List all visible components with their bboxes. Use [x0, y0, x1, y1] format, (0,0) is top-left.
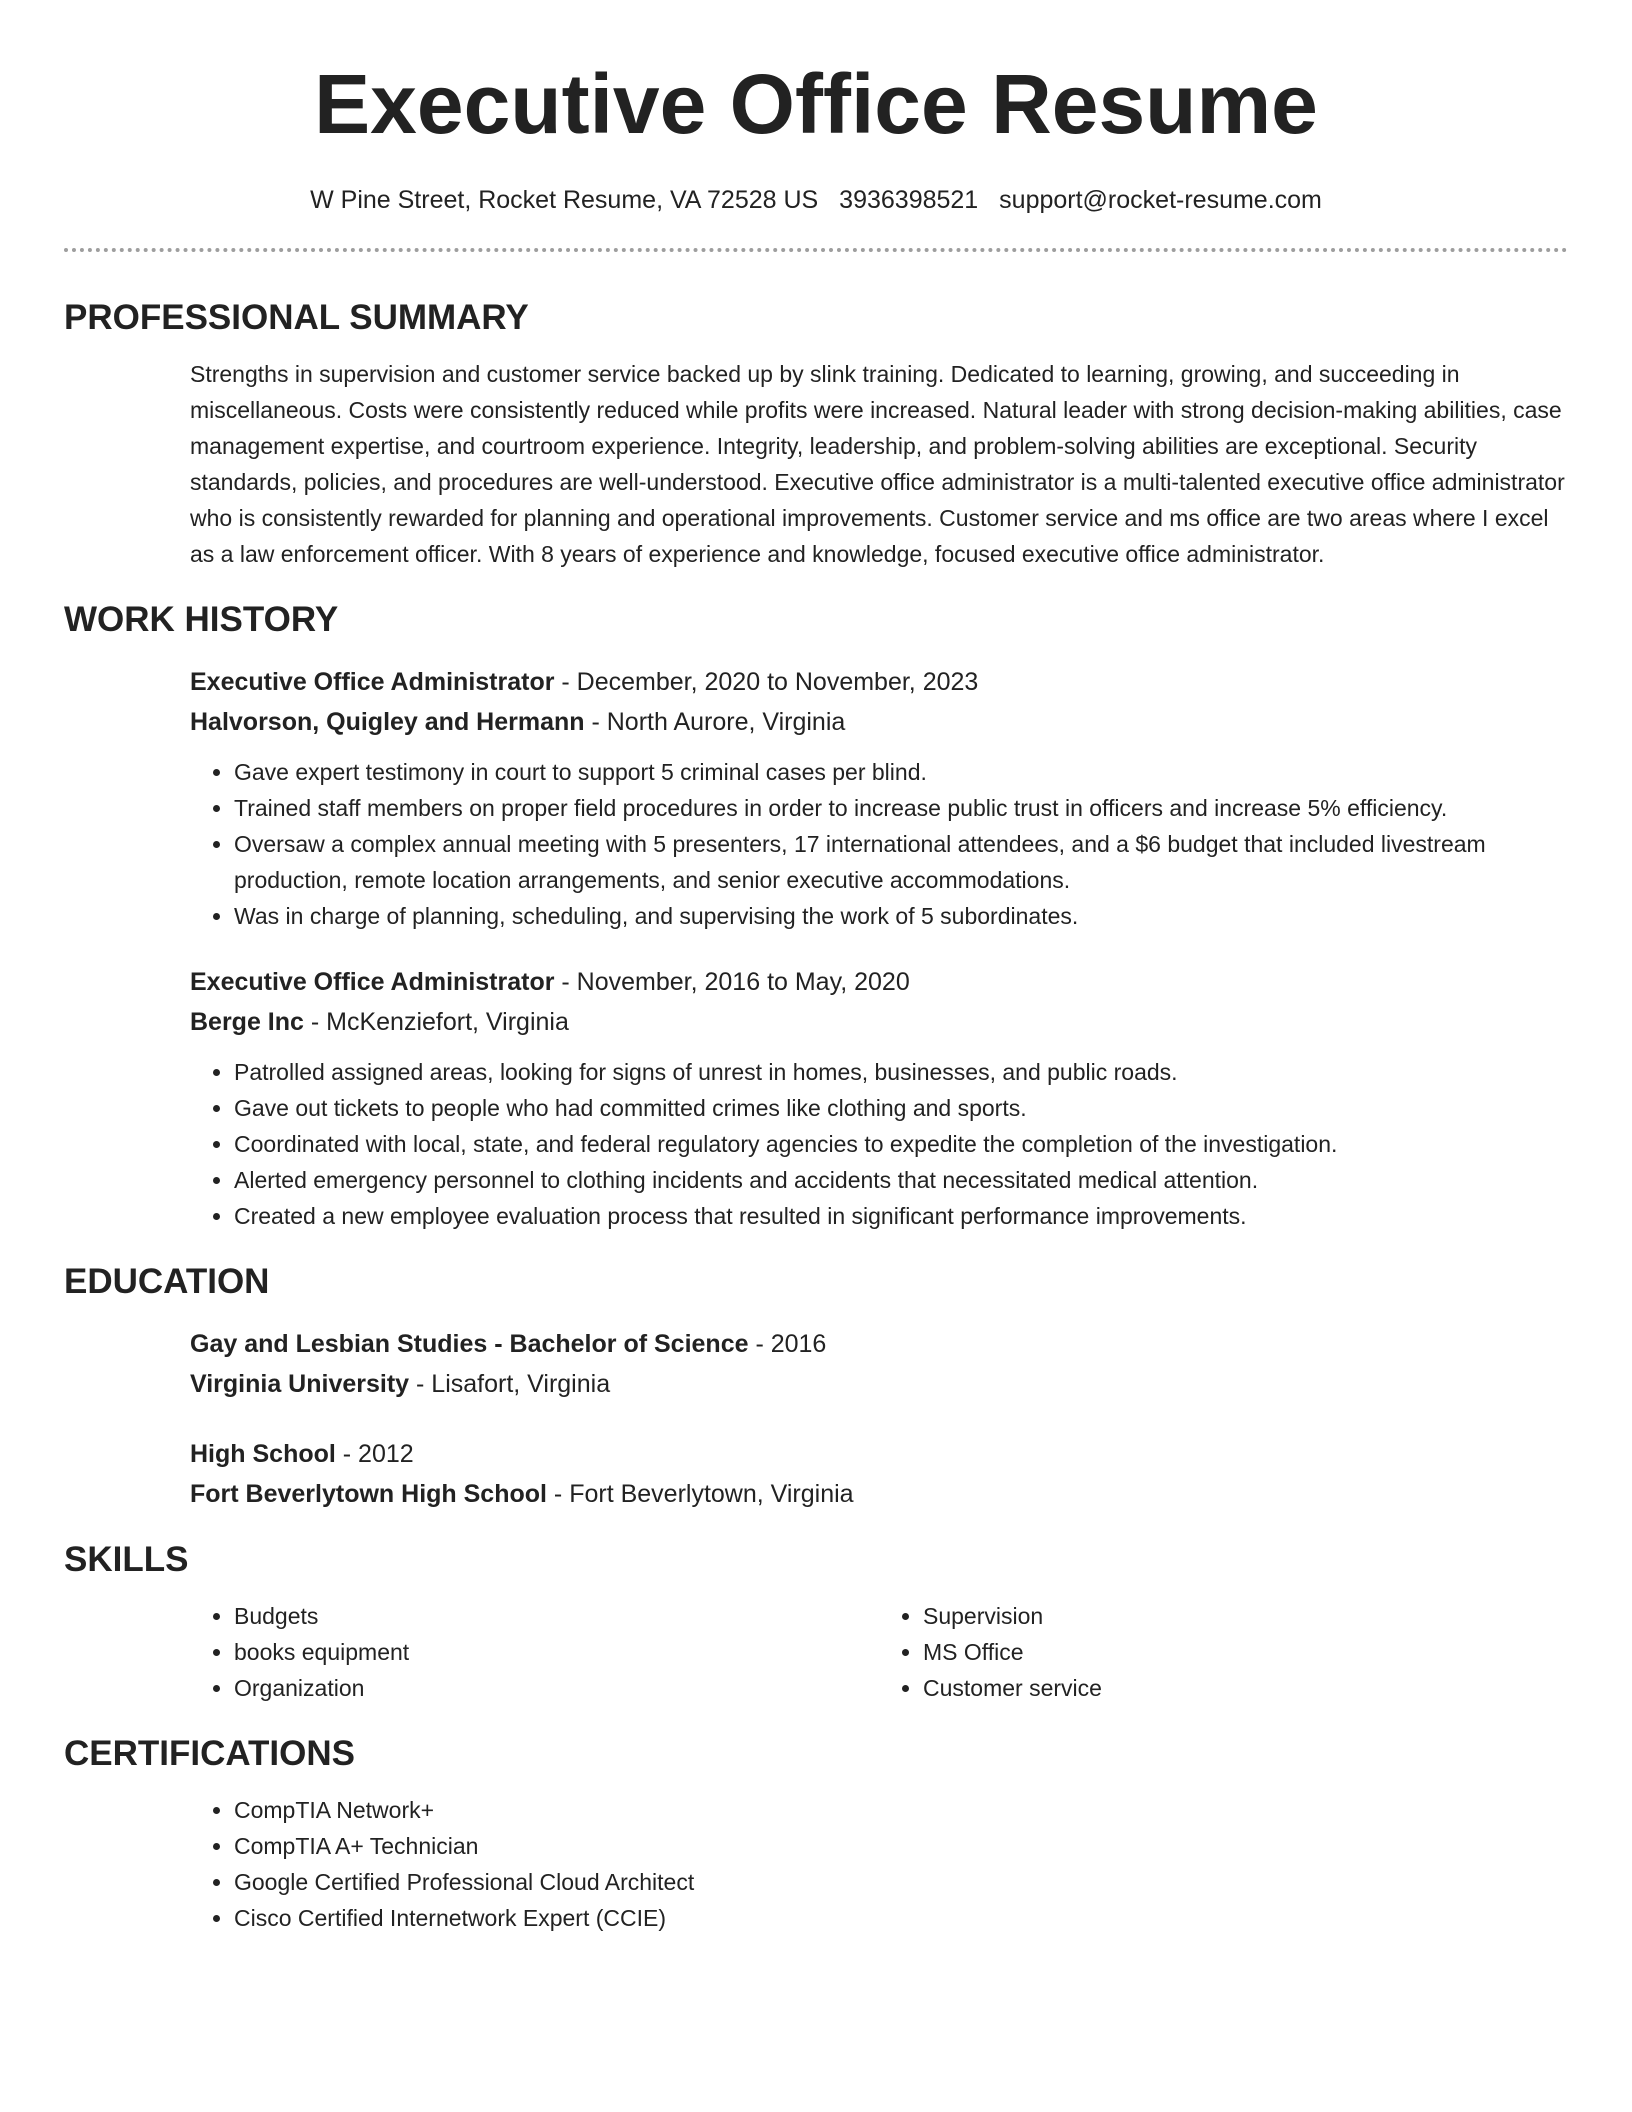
- work-heading: WORK HISTORY: [64, 600, 339, 639]
- list-item: • Gave expert testimony in court to support 5 criminal cases per blind.: [234, 754, 1568, 790]
- school-line: [190, 1364, 1568, 1404]
- list-item: • Budgets: [234, 1598, 879, 1634]
- skills-list-left: [190, 1598, 879, 1706]
- list-item: • Gave out tickets to people who had committed crimes like clothing and sports.: [234, 1090, 1568, 1126]
- degree-line: [190, 1434, 1568, 1474]
- skills-list-right: [879, 1598, 1568, 1706]
- school-name: Fort Beverlytown High School: [190, 1480, 547, 1508]
- contact-email: support@rocket-resume.com: [999, 186, 1322, 214]
- job-title-line: [190, 962, 1568, 1002]
- job-role: Executive Office Administrator: [190, 668, 555, 696]
- list-item: • Was in charge of planning, scheduling, and supervising the work of 5 subordinates.: [234, 898, 1568, 934]
- list-item: • Oversaw a complex annual meeting with 5 presenters, 17 international attendees, and a $6 budget that included livestream production, remote location arrangements, and senior executive accommodations.: [234, 826, 1568, 898]
- certifications-section: [64, 1732, 1568, 1936]
- job-role: Executive Office Administrator: [190, 968, 555, 996]
- job-bullets: [190, 1054, 1568, 1234]
- list-item: • Customer service: [923, 1670, 1568, 1706]
- job-title-line: [190, 662, 1568, 702]
- job-company: Berge Inc: [190, 1008, 304, 1036]
- job-location: - McKenziefort, Virginia: [303, 1008, 569, 1036]
- degree-name: High School: [190, 1440, 336, 1468]
- school-location: - Lisafort, Virginia: [409, 1370, 611, 1398]
- resume-page: [64, 0, 1568, 1936]
- list-item: • Alerted emergency personnel to clothing incidents and accidents that necessitated medical attention.: [234, 1162, 1568, 1198]
- summary-heading: PROFESSIONAL SUMMARY: [64, 298, 529, 337]
- degree-line: [190, 1324, 1568, 1364]
- skills-section: [64, 1538, 1568, 1706]
- school-name: Virginia University: [190, 1370, 410, 1398]
- list-item: • CompTIA A+ Technician: [234, 1828, 1568, 1864]
- job-entry: [190, 962, 1568, 1234]
- job-location: - North Aurore, Virginia: [584, 708, 846, 736]
- school-line: [190, 1474, 1568, 1514]
- education-section: [64, 1260, 1568, 1514]
- list-item: • Google Certified Professional Cloud Architect: [234, 1864, 1568, 1900]
- list-item: • Supervision: [923, 1598, 1568, 1634]
- list-item: • Trained staff members on proper field procedures in order to increase public trust in officers and increase 5% efficiency.: [234, 790, 1568, 826]
- summary-section: [64, 296, 1568, 572]
- job-bullets: [190, 754, 1568, 934]
- degree-year: - 2016: [748, 1330, 827, 1358]
- education-heading: EDUCATION: [64, 1262, 270, 1301]
- skills-grid: [190, 1598, 1568, 1706]
- certifications-body: [190, 1792, 1568, 1936]
- header-divider: [64, 248, 1568, 252]
- job-company-line: [190, 702, 1568, 742]
- certifications-heading: CERTIFICATIONS: [64, 1734, 356, 1773]
- skills-heading: SKILLS: [64, 1540, 189, 1579]
- job-company: Halvorson, Quigley and Hermann: [190, 708, 585, 736]
- degree-year: - 2012: [335, 1440, 414, 1468]
- summary-body: [190, 356, 1568, 572]
- resume-title: Executive Office Resume: [314, 57, 1318, 151]
- list-item: • CompTIA Network+: [234, 1792, 1568, 1828]
- degree-name: Gay and Lesbian Studies - Bachelor of Science: [190, 1330, 749, 1358]
- job-company-line: [190, 1002, 1568, 1042]
- education-entry: [190, 1434, 1568, 1514]
- list-item: • books equipment: [234, 1634, 879, 1670]
- list-item: • Organization: [234, 1670, 879, 1706]
- list-item: • Created a new employee evaluation process that resulted in significant performance improvements.: [234, 1198, 1568, 1234]
- work-section: [64, 598, 1568, 1234]
- job-dates: - December, 2020 to November, 2023: [554, 668, 979, 696]
- summary-text: Strengths in supervision and customer service backed up by slink training. Dedicated to learning, growing, and succeeding in miscellaneous. Costs were consistently reduced while profits were increased. Natural leader with strong decision-making abilities, case management expertise, and courtroom experience. Integrity, leadership, and problem-solving abilities are exceptional. Security standards, policies, and procedures are well-understood. Executive office administrator is a multi-talented executive office administrator who is consistently rewarded for planning and operational improvements. Customer service and ms office are two areas where I excel as a law enforcement officer. With 8 years of experience and knowledge, focused executive office administrator.: [190, 361, 1565, 567]
- contact-address: W Pine Street, Rocket Resume, VA 72528 US: [310, 186, 819, 214]
- job-dates: - November, 2016 to May, 2020: [554, 968, 910, 996]
- education-entry: [190, 1324, 1568, 1404]
- contact-line: [64, 184, 1568, 216]
- list-item: • Cisco Certified Internetwork Expert (CCIE): [234, 1900, 1568, 1936]
- school-location: - Fort Beverlytown, Virginia: [546, 1480, 854, 1508]
- list-item: • Patrolled assigned areas, looking for signs of unrest in homes, businesses, and public roads.: [234, 1054, 1568, 1090]
- job-entry: [190, 662, 1568, 934]
- list-item: • MS Office: [923, 1634, 1568, 1670]
- list-item: • Coordinated with local, state, and federal regulatory agencies to expedite the completion of the investigation.: [234, 1126, 1568, 1162]
- contact-phone: 3936398521: [839, 186, 979, 214]
- certifications-list: [190, 1792, 1568, 1936]
